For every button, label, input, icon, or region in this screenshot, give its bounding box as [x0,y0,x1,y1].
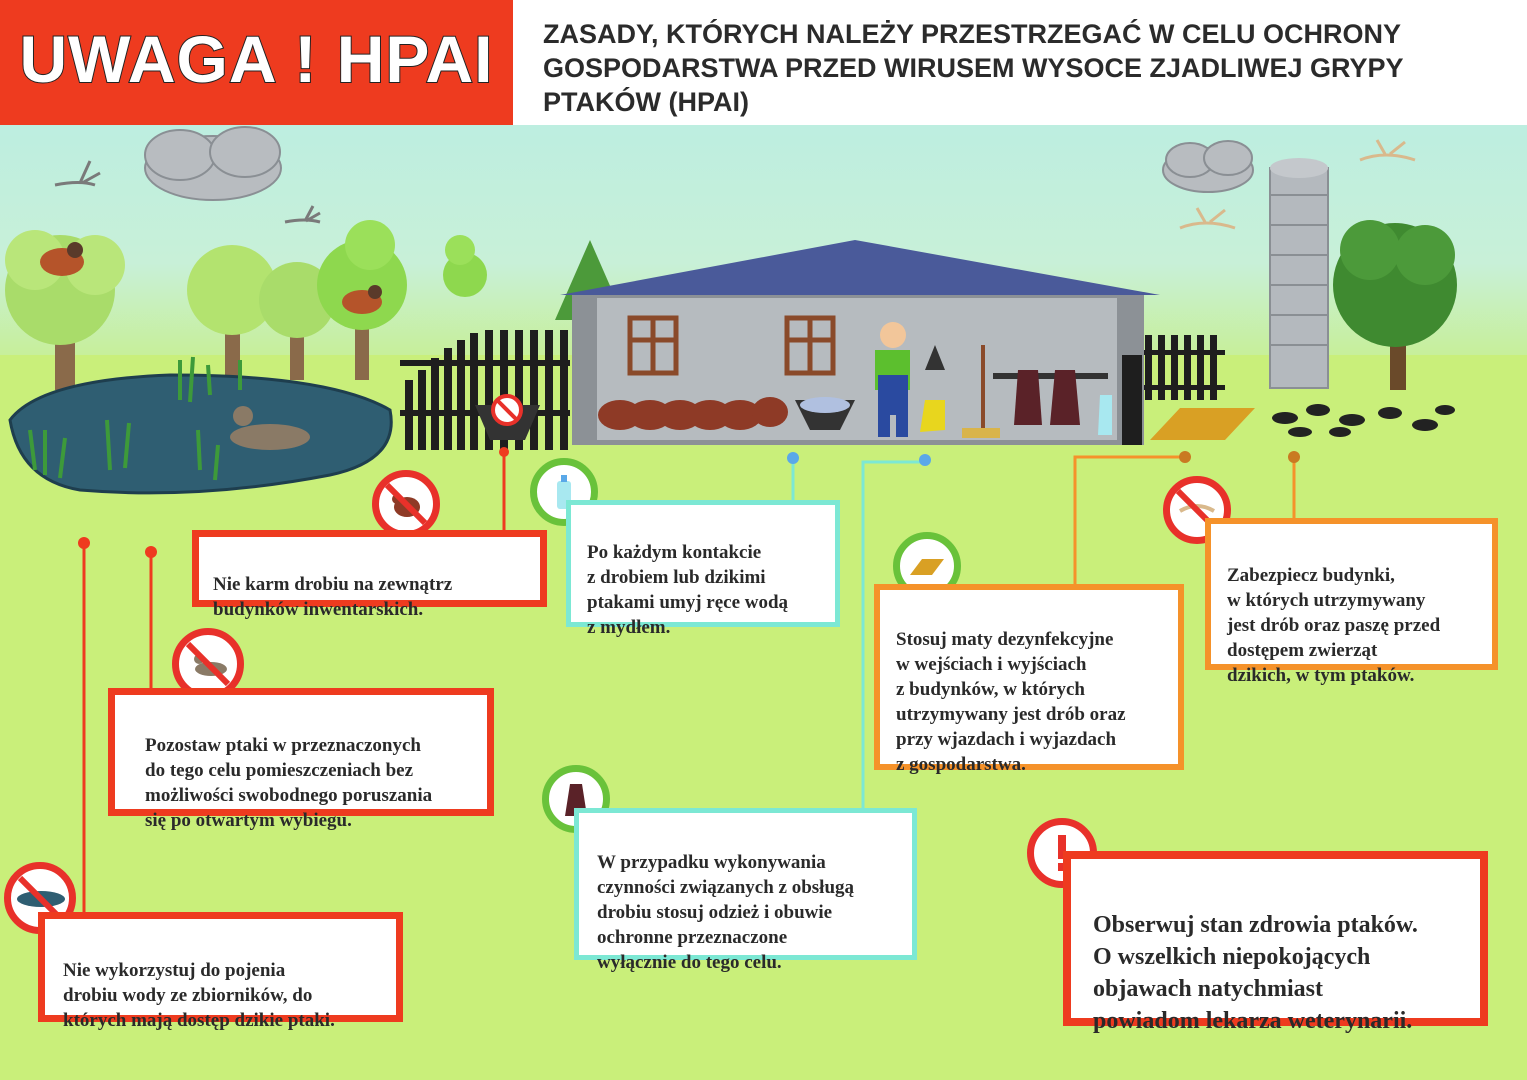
cloud-right [1163,141,1253,192]
rule-feeding-text: Nie karm drobiu na zewnątrz budynków inwentarskich. [213,574,453,620]
droppings [1272,404,1455,437]
pond [10,375,391,493]
rule-water-text: Nie wykorzystuj do pojenia drobiu wody ze zbiorników, do których mają dostęp dzikie ptaki. [63,960,335,1031]
tree-right [1333,220,1457,390]
rule-confinement-text: Pozostaw ptaki w przeznaczonych do tego celu pomieszczeniach bez możliwości swobodnego poruszania się po otwartym wybiegu. [145,735,433,831]
disinfection-mat [1150,408,1255,440]
rule-secure-text: Zabezpiecz budynki, w których utrzymywany jest drób oraz paszę przed dostępem zwierząt dzikich, w tym ptaków. [1227,565,1441,686]
page-title: ZASADY, KTÓRYCH NALEŻY PRZESTRZEGAĆ W CELU OCHRONY GOSPODARSTWA PRZED WIRUSEM WYSOCE ZJADLIWEJ GRYPY PTAKÓW (HPAI) [543,19,1404,117]
banner-title: UWAGA ! HPAI [19,22,494,96]
no-feeding-icon [372,470,440,538]
silo [1270,158,1328,388]
rule-card-feeding [192,530,547,620]
rule-mats-text: Stosuj maty dezynfekcyjne w wejściach i wyjściach z budynków, w których utrzymywany jest drób oraz przy wjazdach i wyjazdach z gospodarstwa. [896,629,1126,775]
fence-right [1140,335,1225,400]
rule-card-observe [1063,851,1488,1034]
rule-card-secure [1205,518,1498,686]
rule-card-handwash [566,500,840,638]
rule-card-mats [874,584,1184,775]
rule-card-confinement [108,688,494,831]
rule-card-clothing [574,808,917,973]
rule-handwash-text: Po każdym kontakcie z drobiem lub dzikimi ptakami umyj ręce wodą z mydłem. [587,542,789,638]
rule-card-water [38,912,403,1031]
fence-left [400,330,570,450]
rule-observe-text: Obserwuj stan zdrowia ptaków. O wszelkich niepokojących objawach natychmiast powiadom lekarza weterynarii. [1093,912,1418,1034]
cloud-left [145,127,281,200]
barn-building [560,240,1160,445]
rule-clothing-text: W przypadku wykonywania czynności związanych z obsługą drobiu stosuj odzież i obuwie ochronne przeznaczone wyłącznie do tego celu. [597,852,855,973]
